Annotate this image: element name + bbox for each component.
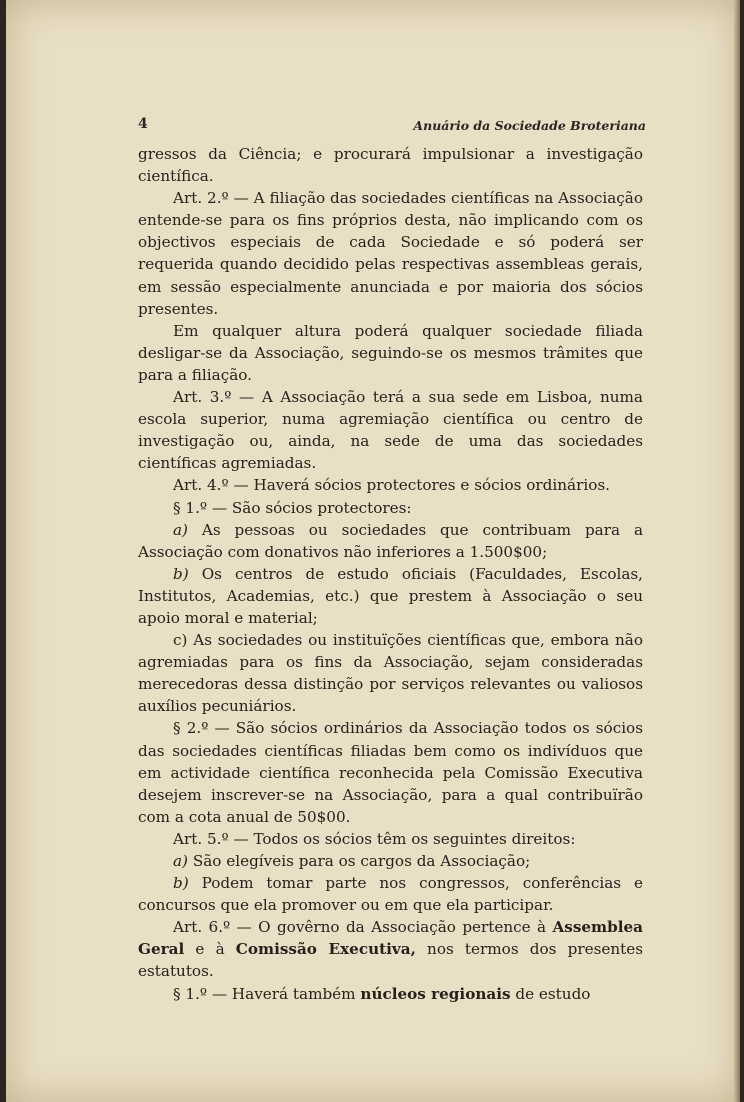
list-item-text: Os centros de estudo oficiais (Faculdades, Escolas, Institutos, Academias, etc.) que prestem à Associação o seu apoio moral e material; [138, 564, 644, 627]
list-marker: b) [173, 564, 189, 583]
list-marker: a) [173, 852, 188, 870]
list-item-text: As sociedades ou instituïções científicas que, embora não agremiadas para os fins da Associação, sejam consideradas merecedoras dessa distinção por serviços relevantes ou valiosos auxílios pecuniários. [138, 631, 643, 716]
text-run: e à [195, 940, 225, 959]
list-item-text: São elegíveis para os cargos da Associação; [192, 852, 531, 870]
list-marker: b) [173, 874, 189, 893]
paragraph: Art. 4.º — Haverá sócios protectores e sócios ordinários. [173, 476, 610, 495]
page-header [138, 116, 646, 136]
paragraph: Art. 5.º — Todos os sócios têm os seguintes direitos: [173, 829, 576, 848]
paragraph [138, 629, 643, 717]
paragraph: Art. 3.º — A Associação terá a sua sede em Lisboa, numa escola superior, numa agremiação científica ou centro de investigação ou, ainda, na sede de uma das sociedades científicas agremiadas. [138, 388, 643, 473]
bold-term: núcleos regionais [360, 984, 511, 1003]
paragraph [138, 563, 643, 629]
page-number: 4 [138, 116, 148, 132]
paragraph: Art. 2.º — A filiação das sociedades científicas na Associação entende-se para os fins próprios desta, não implicando com os objectivos especiais de cada Sociedade e só poderá ser requerida quando decidido pelas respectivas assembleas gerais, em sessão especialmente anunciada e por maioria dos sócios presentes. [138, 189, 643, 318]
body-text [138, 143, 643, 1005]
bold-term: Assemblea Geral [138, 918, 643, 959]
text-run: nos termos dos presentes estatutos. [138, 940, 644, 981]
book-page [6, 0, 740, 1102]
paragraph: Em qualquer altura poderá qualquer sociedade filiada desligar-se da Associação, seguindo-se os mesmos trâmites que para a filiação. [138, 321, 643, 384]
paragraph [138, 850, 643, 872]
list-marker: a) [173, 520, 188, 539]
paragraph [138, 872, 643, 916]
list-item-text: Podem tomar parte nos congressos, conferências e concursos que ela promover ou em que ela participar. [138, 874, 643, 915]
text-run: de estudo [515, 984, 591, 1003]
paragraph: § 2.º — São sócios ordinários da Associação todos os sócios das sociedades científicas filiadas bem como os indivíduos que em actividade científica reconhecida pela Comissão Executiva desejem inscrever-se na Associação, para a qual contribuïrão com a cota anual de 50$00. [138, 719, 643, 826]
paragraph: § 1.º — São sócios protectores: [173, 498, 412, 517]
text-run: Art. 6.º — O govêrno da Associação pertence à [173, 918, 547, 937]
running-title: Anuário da Sociedade Broteriana [413, 118, 646, 133]
paragraph: gressos da Ciência; e procurará impulsionar a investigação científica. [138, 145, 643, 186]
paragraph [138, 916, 643, 982]
text-run: § 1.º — Haverá também [173, 984, 356, 1003]
page-edge [734, 0, 740, 1102]
paragraph [138, 983, 643, 1005]
paragraph [138, 519, 643, 563]
bold-term: Comissão Executiva, [235, 940, 416, 959]
list-marker: c) [173, 631, 188, 650]
list-item-text: As pessoas ou sociedades que contribuam para a Associação com donativos não inferiores a 1.500$00; [138, 520, 643, 561]
